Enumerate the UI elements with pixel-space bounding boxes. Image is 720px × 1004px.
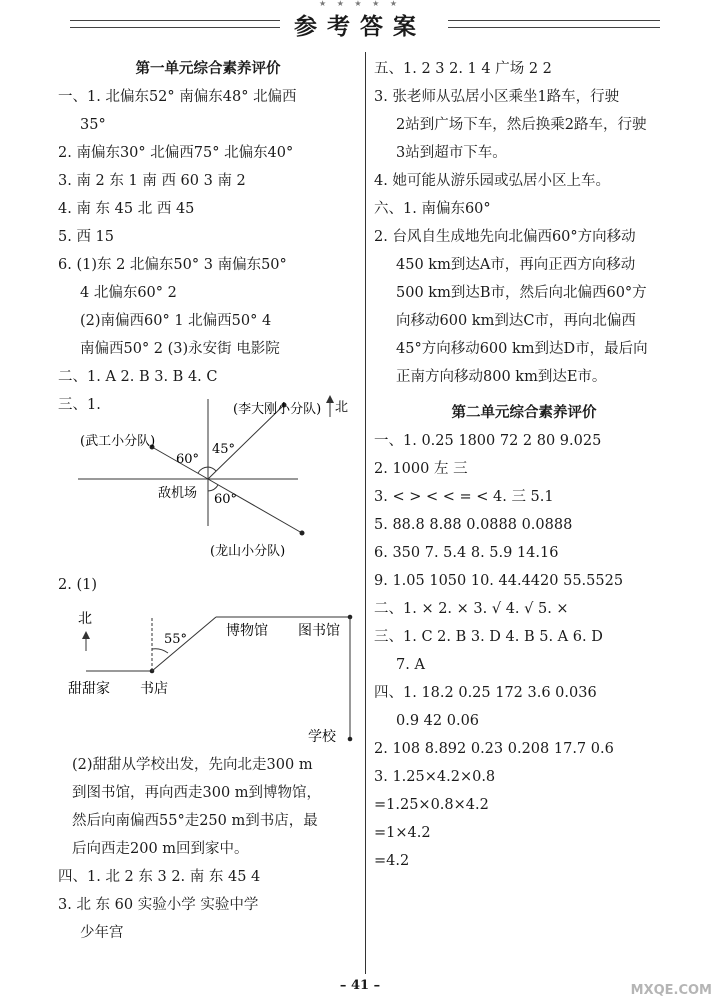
column-divider bbox=[365, 52, 366, 974]
label-north: 北 bbox=[335, 400, 349, 415]
page-title: 参考答案 bbox=[294, 14, 426, 40]
angle-label-2: 45° bbox=[212, 442, 236, 457]
answer-line: 到图书馆，再向西走300 m到博物馆， bbox=[72, 785, 322, 801]
answer-line: 0.9 42 0.06 bbox=[396, 713, 480, 729]
angle-arc bbox=[152, 649, 168, 653]
answer-line: 6. (1)东 2 北偏东50° 3 南偏东50° bbox=[58, 257, 287, 273]
right-column bbox=[374, 55, 674, 875]
answer-line: 2. 108 8.892 0.23 0.208 17.7 0.6 bbox=[374, 741, 614, 757]
answer-line: 7. A bbox=[396, 657, 425, 673]
answer-line: 5. 西 15 bbox=[58, 229, 115, 245]
answer-line: 少年宫 bbox=[80, 925, 124, 941]
answer-line: 35° bbox=[80, 117, 106, 133]
answer-line: 4 北偏东60° 2 bbox=[80, 285, 177, 301]
answer-line: (2)南偏西60° 1 北偏西50° 4 bbox=[80, 313, 272, 329]
answer-line: 3. 南 2 东 1 南 西 60 3 南 2 bbox=[58, 173, 246, 189]
label-top-right: (李大刚小分队) bbox=[233, 402, 322, 417]
answer-line: =1×4.2 bbox=[374, 825, 431, 841]
answer-line: 9. 1.05 1050 10. 44.4420 55.5525 bbox=[374, 573, 624, 589]
map-label-library: 图书馆 bbox=[298, 623, 340, 639]
north-arrow-head bbox=[82, 631, 90, 639]
answer-line: 二、1. A 2. B 3. B 4. C bbox=[58, 369, 218, 385]
answer-line: 6. 350 7. 5.4 8. 5.9 14.16 bbox=[374, 545, 559, 561]
answer-line: 500 km到达B市，然后向北偏西60°方 bbox=[396, 285, 647, 301]
answer-line: 三、1. C 2. B 3. D 4. B 5. A 6. D bbox=[374, 629, 603, 645]
answer-line: 五、1. 2 3 2. 1 4 广场 2 2 bbox=[374, 61, 552, 77]
map-label-museum: 博物馆 bbox=[226, 623, 268, 639]
answer-line: 正南方向移动800 km到达E市。 bbox=[396, 369, 607, 385]
answer-line: 二、1. × 2. × 3. √ 4. √ 5. × bbox=[374, 601, 569, 617]
answer-line: 4. 南 东 45 北 西 45 bbox=[58, 201, 195, 217]
answer-line: =1.25×0.8×4.2 bbox=[374, 797, 489, 813]
header-rule-right bbox=[448, 20, 660, 28]
answer-line: 然后向南偏西55°走250 m到书店，最 bbox=[72, 813, 318, 829]
answer-line: 2. 台风自生成地先向北偏西60°方向移动 bbox=[374, 229, 636, 245]
answer-line: 一、1. 北偏东52° 南偏东48° 北偏西 bbox=[58, 89, 297, 105]
section-title-unit2: 第二单元综合素养评价 bbox=[451, 405, 597, 421]
answer-line: 4. 她可能从游乐园或弘居小区上车。 bbox=[374, 173, 610, 189]
angle-arc-3 bbox=[208, 485, 218, 491]
angle-arc-2 bbox=[208, 467, 216, 471]
label-lower-right: (龙山小分队) bbox=[210, 544, 286, 559]
direction-diagram bbox=[58, 391, 358, 571]
answer-line: 六、1. 南偏东60° bbox=[374, 201, 491, 217]
route-map bbox=[58, 599, 358, 747]
page-number: – 41 – bbox=[339, 978, 381, 993]
answer-line: 四、1. 北 2 东 3 2. 南 东 45 4 bbox=[58, 869, 261, 885]
north-arrow-head bbox=[326, 395, 334, 403]
label-upper-left: (武工小分队) bbox=[80, 434, 156, 449]
watermark: MXQE.COM bbox=[630, 983, 712, 998]
left-column bbox=[58, 55, 358, 947]
answer-line: 45°方向移动600 km到达D市，最后向 bbox=[396, 341, 648, 357]
answer-line: 后向西走200 m回到家中。 bbox=[72, 841, 249, 857]
answer-line: 南偏西50° 2 (3)永安街 电影院 bbox=[80, 341, 280, 357]
answer-line: 向移动600 km到达C市，再向北偏西 bbox=[396, 313, 636, 329]
page-header bbox=[0, 0, 720, 50]
label-center: 敌机场 bbox=[158, 486, 198, 501]
header-stars: ★ ★ ★ ★ ★ bbox=[318, 0, 402, 8]
map-label-north: 北 bbox=[78, 611, 92, 627]
point-school bbox=[348, 737, 353, 742]
angle-arc-1 bbox=[198, 467, 208, 473]
map-label-school: 学校 bbox=[308, 729, 336, 745]
answer-line: 3. 张老师从弘居小区乘坐1路车，行驶 bbox=[374, 89, 620, 105]
map-angle-label: 55° bbox=[164, 632, 188, 647]
section-title-unit1: 第一单元综合素养评价 bbox=[135, 61, 281, 77]
answer-line: 三、1. bbox=[58, 397, 101, 413]
answer-line: 3. < > < < = < 4. 三 5.1 bbox=[374, 489, 554, 505]
answer-line: =4.2 bbox=[374, 853, 410, 869]
angle-label-3: 60° bbox=[214, 492, 238, 507]
answer-line: 四、1. 18.2 0.25 172 3.6 0.036 bbox=[374, 685, 597, 701]
answer-line: 2. 1000 左 三 bbox=[374, 461, 468, 477]
answer-line: 450 km到达A市，再向正西方向移动 bbox=[396, 257, 636, 273]
answer-line: 2站到广场下车，然后换乘2路车，行驶 bbox=[396, 117, 647, 133]
map-label-home: 甜甜家 bbox=[68, 681, 110, 697]
answer-line: 3. 北 东 60 实验小学 实验中学 bbox=[58, 897, 259, 913]
map-label-bookstore: 书店 bbox=[140, 681, 168, 697]
angle-label-1: 60° bbox=[176, 452, 200, 467]
answer-line: 3站到超市下车。 bbox=[396, 145, 507, 161]
answer-line: 一、1. 0.25 1800 72 2 80 9.025 bbox=[374, 433, 602, 449]
direction-diagram-svg bbox=[58, 391, 358, 571]
answer-line: (2)甜甜从学校出发，先向北走300 m bbox=[72, 757, 313, 773]
answer-line: 2. (1) bbox=[58, 577, 97, 593]
answer-line: 2. 南偏东30° 北偏西75° 北偏东40° bbox=[58, 145, 294, 161]
answer-line: 5. 88.8 8.88 0.0888 0.0888 bbox=[374, 517, 573, 533]
route-map-svg bbox=[58, 599, 358, 747]
answer-line: 3. 1.25×4.2×0.8 bbox=[374, 769, 496, 785]
point-lower-right bbox=[300, 531, 305, 536]
